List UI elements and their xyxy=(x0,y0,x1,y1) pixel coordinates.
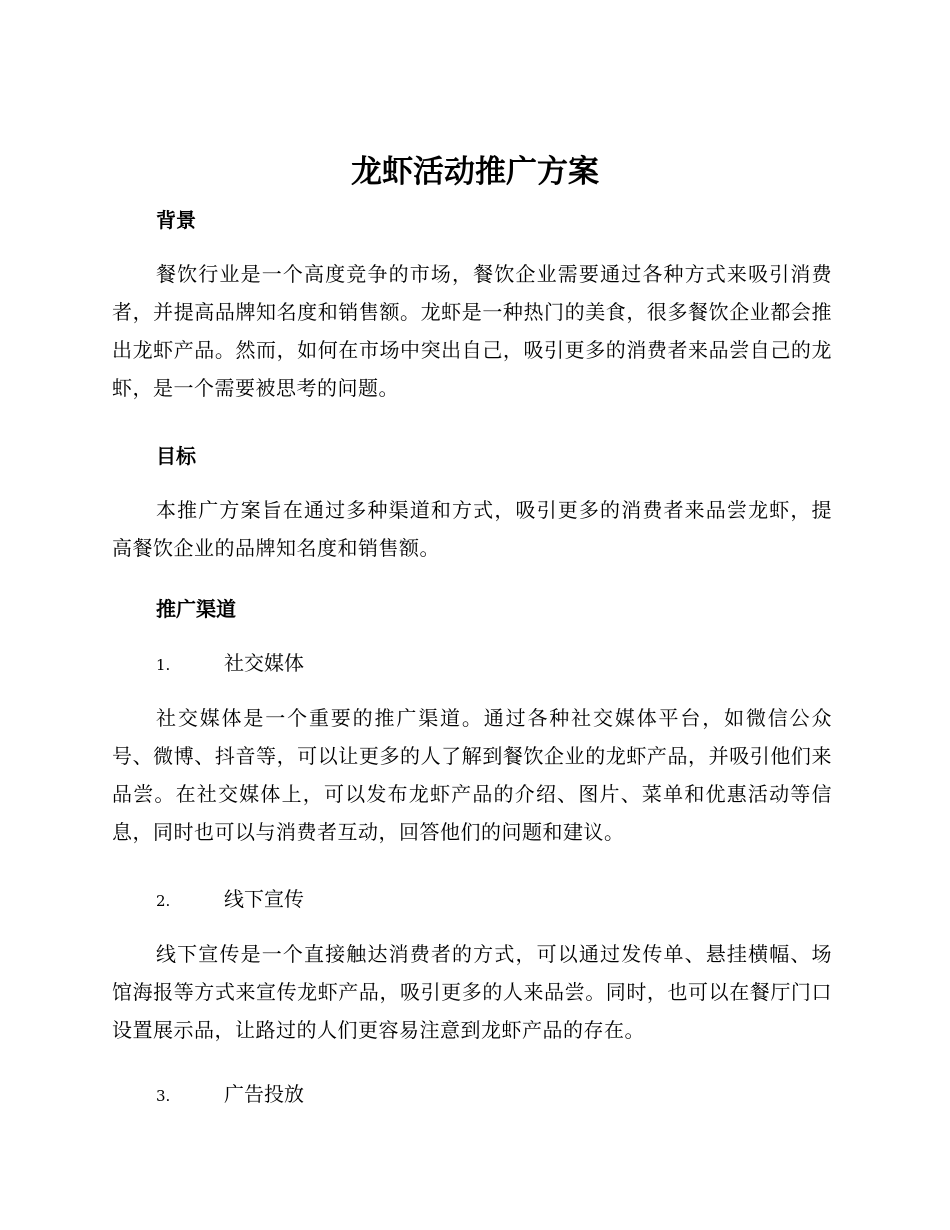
list-number: 2. xyxy=(156,892,171,910)
goal-paragraph: 本推广方案旨在通过多种渠道和方式，吸引更多的消费者来品尝龙虾，提高餐饮企业的品牌知名度和销售额。 xyxy=(112,498,832,560)
document-title: 龙虾活动推广方案 xyxy=(351,154,599,190)
list-number: 1. xyxy=(156,656,171,674)
list-label: 社交媒体 xyxy=(224,651,304,675)
list-item-advertising xyxy=(156,1079,304,1111)
section-heading-background: 背景 xyxy=(156,208,196,232)
list-item-offline-promotion xyxy=(156,884,304,916)
section-heading-channels: 推广渠道 xyxy=(156,597,236,621)
offline-promotion-paragraph: 线下宣传是一个直接触达消费者的方式，可以通过发传单、悬挂横幅、场馆海报等方式来宣传龙虾产品，吸引更多的人来品尝。同时，也可以在餐厅门口设置展示品，让路过的人们更容易注意到龙虾产品的存在。 xyxy=(112,942,832,1042)
background-paragraph: 餐饮行业是一个高度竞争的市场，餐饮企业需要通过各种方式来吸引消费者，并提高品牌知名度和销售额。龙虾是一种热门的美食，很多餐饮企业都会推出龙虾产品。然而，如何在市场中突出自己，吸引更多的消费者来品尝自己的龙虾，是一个需要被思考的问题。 xyxy=(112,262,832,400)
list-number: 3. xyxy=(156,1087,171,1105)
social-media-paragraph: 社交媒体是一个重要的推广渠道。通过各种社交媒体平台，如微信公众号、微博、抖音等，可以让更多的人了解到餐饮企业的龙虾产品，并吸引他们来品尝。在社交媒体上，可以发布龙虾产品的介绍、图片、菜单和优惠活动等信息，同时也可以与消费者互动，回答他们的问题和建议。 xyxy=(112,706,832,844)
section-heading-goal: 目标 xyxy=(156,444,196,468)
list-label: 线下宣传 xyxy=(224,887,304,911)
list-item-social-media xyxy=(156,648,304,680)
list-label: 广告投放 xyxy=(224,1082,304,1106)
